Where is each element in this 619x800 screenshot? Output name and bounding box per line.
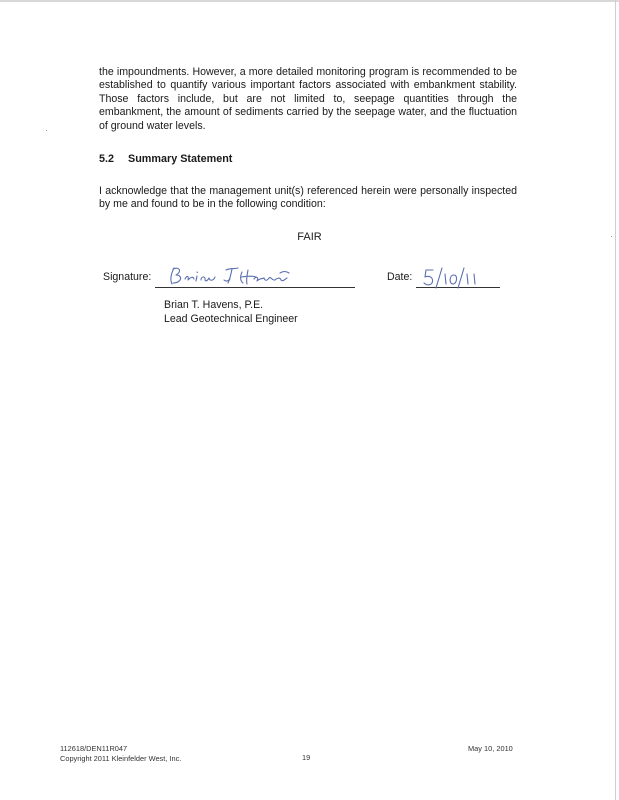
condition-rating: FAIR	[297, 231, 322, 243]
body-paragraph-acknowledgement: I acknowledge that the management unit(s) referenced herein were personally inspected by me and found to be in the following condition:	[99, 185, 517, 211]
scan-edge-right	[615, 0, 616, 800]
date-label: Date:	[387, 271, 413, 283]
handwritten-date	[422, 266, 486, 290]
scan-edge-top	[0, 0, 619, 2]
signer-block	[164, 298, 298, 326]
signer-name: Brian T. Havens, P.E.	[164, 299, 264, 311]
signature-label: Signature:	[103, 271, 152, 283]
section-number: 5.2	[99, 153, 115, 165]
handwritten-signature	[168, 264, 293, 288]
section-title: Summary Statement	[128, 153, 233, 165]
footer-project-code: 112618/DEN11R047	[60, 744, 128, 753]
footer-date: May 10, 2010	[468, 744, 513, 753]
scan-speck	[46, 130, 47, 131]
signer-title: Lead Geotechnical Engineer	[164, 313, 298, 325]
footer-page-number: 19	[302, 753, 311, 762]
body-paragraph-monitoring: the impoundments. However, a more detailed monitoring program is recommended to be established to quantify various important factors associated with embankment stability. Those factors include, but are not limited to, seepage quantities through the embankment, the amount of sediments carried by the seepage water, and the fluctuation of ground water levels.	[99, 66, 517, 132]
section-heading	[99, 153, 232, 165]
footer-left	[60, 744, 181, 763]
footer-copyright: Copyright 2011 Kleinfelder West, Inc.	[60, 753, 182, 763]
